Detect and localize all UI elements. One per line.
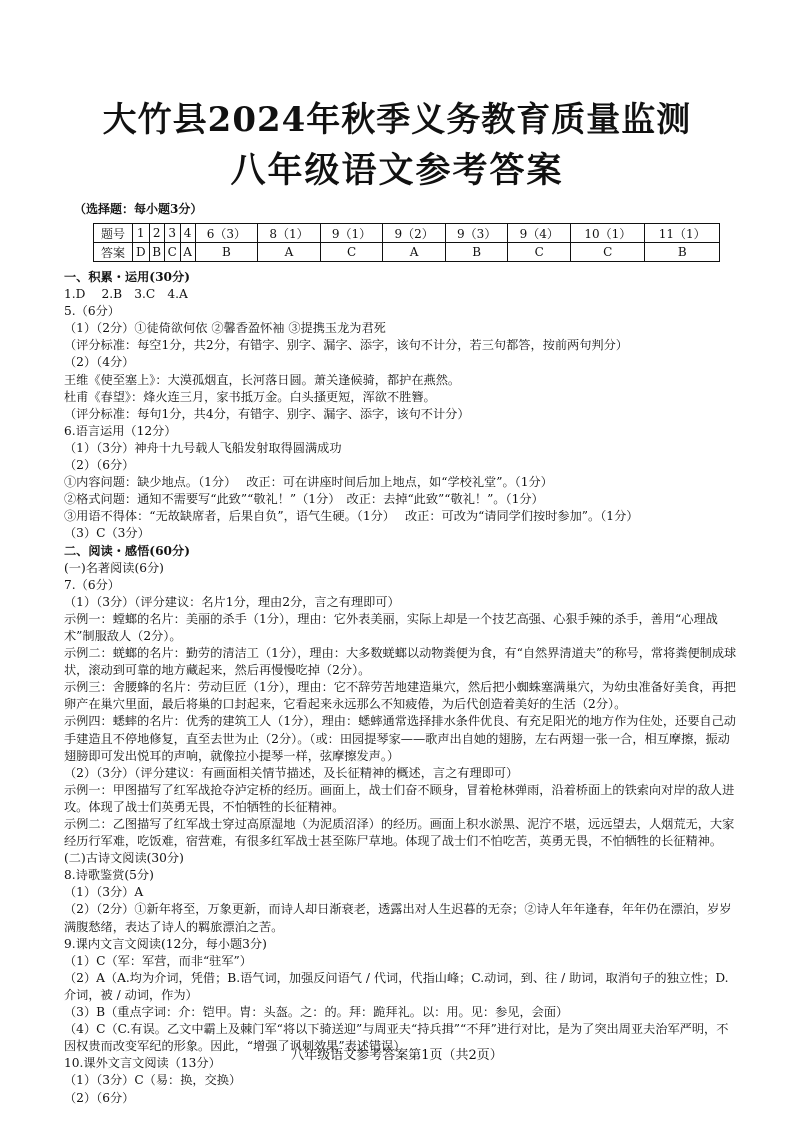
answer-line: （1）（3分）（评分建议：名片1分，理由2分，言之有理即可） [64, 594, 400, 609]
answer-cell: C [320, 243, 383, 262]
answer-line: 9.课内文言文阅读(12分，每小题3分) [64, 936, 267, 951]
answer-cell: C [571, 243, 645, 262]
answer-cell: B [445, 243, 508, 262]
answer-cell: B [149, 243, 164, 262]
answer-line: (一)名著阅读(6分) [64, 560, 164, 575]
answer-line: （2）A（A.均为介词，凭借；B.语气词，加强反问语气 / 代词，代指山峰；C.动词，到、往 / 助词，取消句子的独立性；D.介词，被 / 动词，作为） [64, 970, 729, 1002]
question-number: 3 [164, 224, 180, 243]
answer-line: 8.诗歌鉴赏(5分) [64, 868, 154, 883]
document-title: 大竹县2024年秋季义务教育质量监测 [102, 100, 692, 140]
answer-cell: A [180, 243, 195, 262]
document-subtitle: 八年级语文参考答案 [230, 151, 564, 191]
row-label: 答案 [94, 243, 133, 262]
question-number: 10（1） [571, 224, 645, 243]
answer-line: 示例一：螳螂的名片：美丽的杀手（1分），理由：它外表美丽，实际上却是一个技艺高强、心狠手辣的杀手，善用“心理战术”制服敌人（2分）。 [64, 611, 718, 643]
answer-line: 杜甫《春望》：烽火连三月，家书抵万金。白头搔更短，浑欲不胜簪。 [64, 389, 436, 404]
question-number: 1 [133, 224, 150, 243]
choice-note: （选择题：每小题3分） [74, 202, 203, 216]
answer-cell: D [133, 243, 150, 262]
question-number: 6（3） [195, 224, 258, 243]
answer-line: （1）（3分）神舟十九号载人飞船发射取得圆满成功 [64, 440, 342, 455]
answer-line: （1）（2分）①徒倚欲何依 ②馨香盈怀袖 ③提携玉龙为君死 [64, 321, 386, 336]
answer-table [93, 223, 720, 262]
answer-line: （1）（3分）C（易：换，交换） [64, 1073, 242, 1088]
answer-line: （1）C（军：军营，而非“驻军”） [64, 953, 252, 968]
answer-line: 王维《使至塞上》：大漠孤烟直，长河落日圆。萧关逢候骑，都护在燕然。 [64, 372, 461, 387]
answer-line: 示例三：舍腰蜂的名片：劳动巨匠（1分），理由：它不辞劳苦地建造巢穴，然后把小蜘蛛塞满巢穴，为幼虫准备好美食，再把卵产在巢穴里面，最后将巢的口封起来，它看起来永远那么不知疲倦，为后代创造着美好的生活（2分）。 [64, 680, 736, 712]
answer-line: 示例一：甲图描写了红军战抢夺泸定桥的经历。画面上，战士们奋不顾身，冒着枪林弹雨，沿着桥面上的铁索向对岸的敌人进攻。体现了战士们英勇无畏，不怕牺牲的长征精神。 [64, 782, 735, 814]
question-number: 8（1） [258, 224, 321, 243]
answer-cell: B [645, 243, 720, 262]
answer-line: （2）（4分） [64, 355, 135, 370]
answer-line: （评分标准：每空1分，共2分，有错字、别字、漏字、添字，该句不计分，若三句都答，按前两句判分） [64, 338, 628, 353]
answer-line: 6.语言运用（12分） [64, 423, 177, 438]
answer-content [64, 269, 740, 1107]
answer-table-answer-row [94, 243, 720, 262]
answer-table-number-row [94, 224, 720, 243]
question-number: 9（4） [508, 224, 571, 243]
question-number: 4 [180, 224, 195, 243]
answer-line: 示例四：蟋蟀的名片：优秀的建筑工人（1分），理由：蟋蟀通常选择排水条件优良、有充足阳光的地方作为住处，还要自己动手建造且不停地修复，直至去世为止（2分）。（或：田园提琴家——歌声出自她的翅膀，左右两翅一张一合，相互摩擦，振动翅膀即可发出悦耳的声响，就像拉小提琴一样，弦摩擦发声。） [64, 714, 736, 763]
question-number: 9（2） [383, 224, 446, 243]
question-number: 2 [149, 224, 164, 243]
answer-cell: C [508, 243, 571, 262]
answer-line: ①内容问题：缺少地点。（1分） 改正：可在讲座时间后加上地点，如“学校礼堂”。（1分） [64, 475, 553, 490]
answer-line: （4）C（C.有误。乙文中霸上及棘门军“将以下骑送迎”与周亚夫“持兵揖”“不拜”进行对比，是为了突出周亚夫治军严明，不因权贵而改变军纪的形象。因此，“增强了讽刺效果”表述错误） [64, 1022, 729, 1054]
question-number: 11（1） [645, 224, 720, 243]
answer-line: 5.（6分） [64, 304, 120, 319]
question-number: 9（1） [320, 224, 383, 243]
answer-line: 示例二：蜣螂的名片：勤劳的清洁工（1分），理由：大多数蜣螂以动物粪便为食，有“自然界清道夫”的称号，常将粪便制成球状，滚动到可靠的地方藏起来，然后再慢慢吃掉（2分）。 [64, 646, 737, 678]
answer-line: 示例二：乙图描写了红军战士穿过高原湿地（为泥质沼泽）的经历。画面上积水淤黑、泥泞不堪，远远望去，人烟荒无，大家经历行军难，吃饭难，宿营难，有很多红军战士甚至陈尸草地。体现了战士们不怕吃苦，英勇无畏，不怕牺牲的长征精神。 [64, 817, 735, 849]
answer-line: （评分标准：每句1分，共4分，有错字、别字、漏字、添字，该句不计分） [64, 406, 470, 421]
page-footer: 八年级语文参考答案第1页（共2页） [291, 1048, 503, 1063]
answer-line: （2）（3分）（评分建议：有画面相关情节描述，及长征精神的概述，言之有理即可） [64, 765, 519, 780]
answer-line: 7.（6分） [64, 577, 120, 592]
answer-line: （2）（6分） [64, 458, 135, 473]
answer-line: （1）（3分）A [64, 885, 144, 900]
answer-line: 二、阅读・感悟(60分) [64, 543, 190, 558]
row-label: 题号 [94, 224, 133, 243]
answer-line: 10.课外文言文阅读（13分） [64, 1056, 221, 1071]
answer-cell: B [195, 243, 258, 262]
question-number: 9（3） [445, 224, 508, 243]
answer-line: （2）（2分）①新年将至，万象更新，而诗人却日渐衰老，透露出对人生迟暮的无奈；②诗人年年逢春，年年仍在漂泊，岁岁满腹愁绪，表达了诗人的羁旅漂泊之苦。 [64, 902, 732, 934]
answer-line: ②格式问题：通知不需要写“此致”“敬礼！”（1分） 改正：去掉“此致”“敬礼！”。（1分） [64, 492, 544, 507]
answer-line: (二)古诗文阅读(30分) [64, 851, 184, 866]
answer-line: 1.D 2.B 3.C 4.A [64, 287, 188, 302]
answer-line: （3）C（3分） [64, 526, 150, 541]
answer-line: ③用语不得体：“无故缺席者，后果自负”，语气生硬。（1分） 改正：可改为“请同学们按时参加”。（1分） [64, 509, 639, 524]
answer-cell: A [383, 243, 446, 262]
answer-line: （3）B（重点字词：介：铠甲。胄：头盔。之：的。拜：跪拜礼。以：用。见：参见，会面） [64, 1005, 569, 1020]
answer-line: （2）（6分） [64, 1090, 135, 1105]
answer-cell: A [258, 243, 321, 262]
answer-line: 一、积累・运用(30分) [64, 270, 190, 284]
answer-cell: C [164, 243, 180, 262]
